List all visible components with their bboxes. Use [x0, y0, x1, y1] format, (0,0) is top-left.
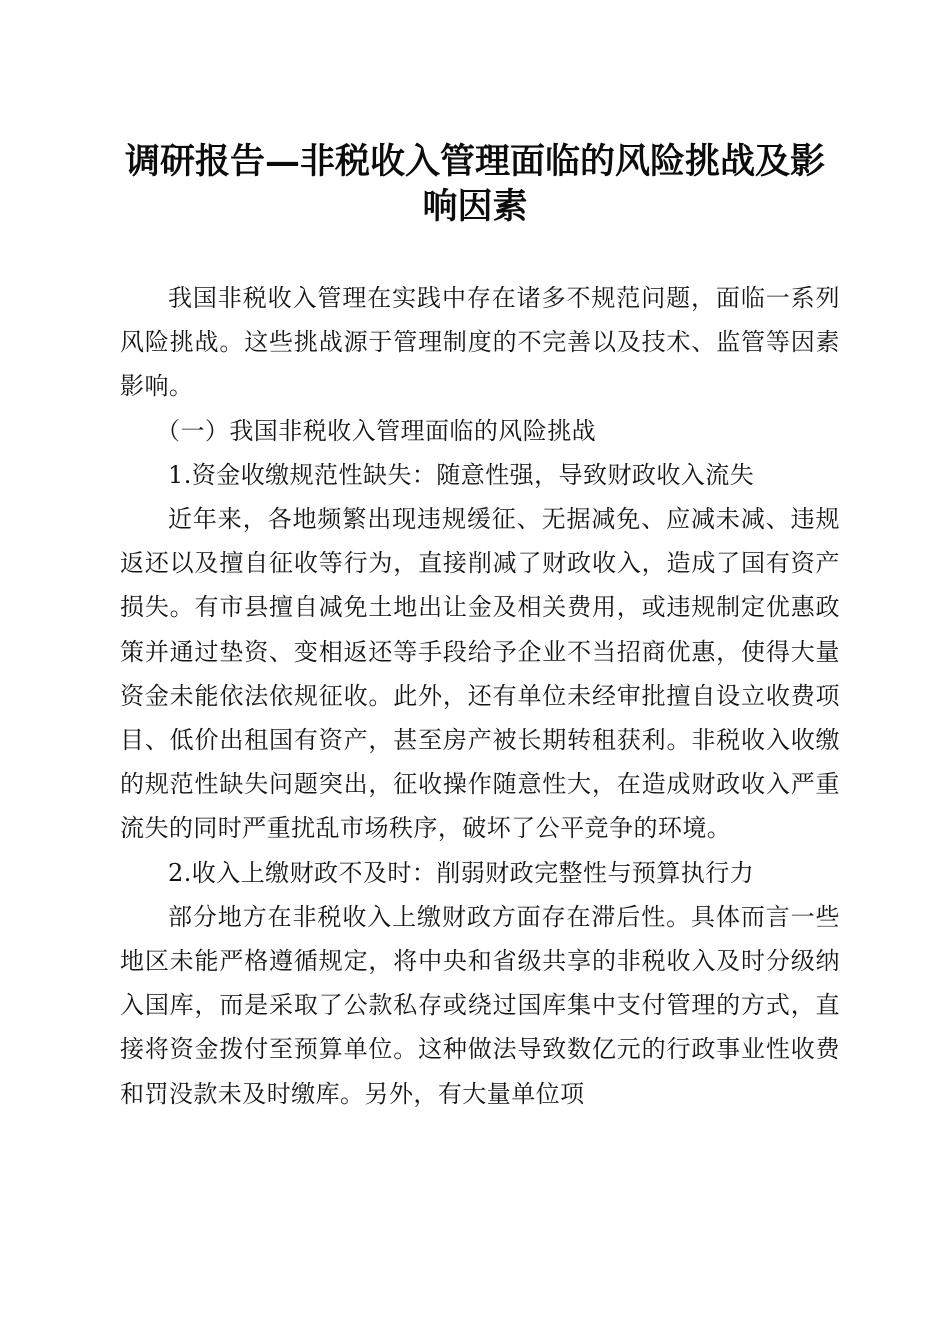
item2-heading: 2.收入上缴财政不及时：削弱财政完整性与预算执行力: [168, 858, 755, 887]
item2-paragraph: 部分地方在非税收入上缴财政方面存在滞后性。具体而言一些地区未能严格遵循规定，将中央和省级共享的非税收入及时分级纳入国库，而是采取了公款私存或绕过国库集中支付管理的方式，直接将资金拨付至预算单位。这种做法导致数亿元的行政事业性收费和罚没款未及时缴库。另外，有大量单位项: [120, 902, 840, 1108]
item1-paragraph: 近年来，各地频繁出现违规缓征、无据减免、应减未减、违规返还以及擅自征收等行为，直接削减了财政收入，造成了国有资产损失。有市县擅自减免土地出让金及相关费用，或违规制定优惠政策并通过垫资、变相返还等手段给予企业不当招商优惠，使得大量资金未能依法依规征收。此外，还有单位未经审批擅自设立收费项目、低价出租国有资产，甚至房产被长期转租获利。非税收入收缴的规范性缺失问题突出，征收操作随意性大，在造成财政收入严重流失的同时严重扰乱市场秩序，破坏了公平竞争的环境。: [120, 505, 840, 843]
document-title-line-1: 调研报告—非税收入管理面临的风险挑战及影: [124, 141, 825, 182]
section-heading: （一）我国非税收入管理面临的风险挑战: [156, 416, 597, 445]
document-body: [120, 276, 840, 1116]
document-title-line-2: 响因素: [422, 186, 528, 227]
intro-paragraph: 我国非税收入管理在实践中存在诸多不规范问题，面临一系列风险挑战。这些挑战源于管理制度的不完善以及技术、监管等因素影响。: [120, 284, 840, 401]
item1-heading: 1.资金收缴规范性缺失：随意性强，导致财政收入流失: [168, 460, 755, 489]
